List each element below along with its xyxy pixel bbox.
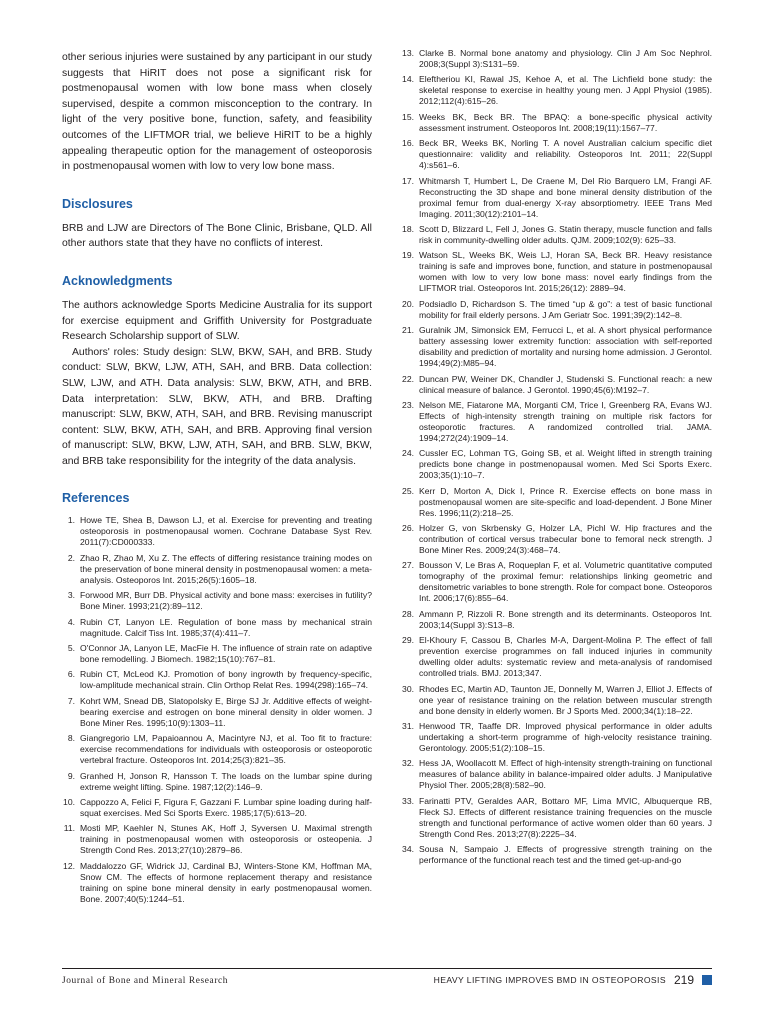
reference-item [62,643,372,665]
reference-item [396,721,712,754]
reference-item [396,609,712,631]
reference-text: Mosti MP, Kaehler N, Stunes AK, Hoff J, Syversen U. Maximal strength training in postmenopausal women with osteoporosis or osteopenia. J Strength Cond Res. 2013;27(10):2879–86. [80,823,372,856]
left-column [62,50,372,909]
reference-number: 26. [402,523,414,534]
reference-number: 1. [67,515,75,526]
reference-item [396,635,712,679]
reference-number: 18. [402,223,414,234]
reference-number: 10. [63,796,75,807]
reference-number: 4. [67,616,75,627]
reference-text: Hess JA, Woollacott M. Effect of high-intensity strength-training on functional measures of balance ability in balance-impaired older adults. J Manipulative Physiol Ther. 2005;28(8):582–90. [419,758,712,791]
reference-text: Forwood MR, Burr DB. Physical activity and bone mass: exercises in futility? Bone Miner. 1993;21(2):89–112. [80,590,372,612]
reference-item [62,823,372,856]
reference-number: 17. [402,175,414,186]
reference-item [396,48,712,70]
reference-text: Giangregorio LM, Papaioannou A, Macintyre NJ, et al. Too fit to fracture: exercise recommendations for individuals with osteoporosis or osteoporotic vertebral fracture. Osteoporos Int. 2014;25(3):821–35. [80,733,372,766]
reference-number: 2. [67,552,75,563]
reference-text: Guralnik JM, Simonsick EM, Ferrucci L, et al. A short physical performance battery assessing lower extremity function: association with self-reported disability and prediction of mortality and nursing home admission. J Gerontol. 1994;49(2):M85–94. [419,325,712,369]
reference-text: Watson SL, Weeks BK, Weis LJ, Horan SA, Beck BR. Heavy resistance training is safe and improves bone, function, and stature in postmenopausal women with low to very low bone mass: novel early findings from the LIFTMOR trial. Osteoporos Int. 2015;26(12): 2889–94. [419,250,712,294]
intro-paragraph: other serious injuries were sustained by any participant in our study suggests that HiRIT does not pose a significant risk for postmenopausal women with low bone mass when closely supervised, despite a common misconception to the contrary. In light of the very positive bone, function, safety, and feasibility outcomes of the LIFTMOR trial, we believe HiRIT to be a highly appealing therapeutic option for the management of osteoporosis in postmenopausal women with low to very low bone mass. [62,52,372,173]
reference-text: Howe TE, Shea B, Dawson LJ, et al. Exercise for preventing and treating osteoporosis in postmenopausal women. Cochrane Database Syst Rev. 2011(7):CD000333. [80,515,372,548]
reference-text: Cussler EC, Lohman TG, Going SB, et al. Weight lifted in strength training predicts bone change in postmenopausal women. Med Sci Sports Exerc. 2003;35(1):10–7. [419,448,712,481]
reference-number: 14. [402,74,414,85]
reference-text: Cappozzo A, Felici F, Figura F, Gazzani F. Lumbar spine loading during half-squat exercises. Med Sci Sports Exerc. 1985;17(5):613–20. [80,796,372,818]
reference-number: 27. [402,560,414,571]
reference-number: 7. [67,695,75,706]
reference-text: Maddalozzo GF, Widrick JJ, Cardinal BJ, Winters-Stone KM, Hoffman MA, Snow CM. The effects of hormone replacement therapy and resistance training on spine bone mineral density in early postmenopausal women. Bone. 2007;40(5):1244–51. [80,860,372,904]
reference-number: 33. [402,795,414,806]
reference-text: Kohrt WM, Snead DB, Slatopolsky E, Birge SJ Jr. Additive effects of weight-bearing exercise and estrogen on bone mineral density in older women. J Bone Miner Res. 1995;10(9):1303–11. [80,695,372,728]
references-heading: References [62,491,130,506]
reference-text: Beck BR, Weeks BK, Norling T. A novel Australian calcium specific diet questionnaire: validity and reliability. Osteoporos Int. 2011; 22(Suppl 4):s561–6. [419,138,712,171]
right-column [396,48,712,871]
reference-item [396,523,712,556]
reference-number: 12. [63,860,75,871]
reference-text: Granhed H, Jonson R, Hansson T. The loads on the lumbar spine during extreme weight lifting. Spine. 1987;12(2):146–9. [80,770,372,792]
reference-number: 13. [402,48,414,58]
acknowledgments-text: The authors acknowledge Sports Medicine Australia for its support for exercise equipment and Griffith University for Postgraduate Research Scholarship support of SLW. [62,299,372,343]
reference-item [396,74,712,107]
reference-text: Rubin CT, Lanyon LE. Regulation of bone mass by mechanical strain magnitude. Calcif Tiss Int. 1985;37(4):411–7. [80,616,372,638]
reference-item [396,758,712,791]
reference-list-right [396,48,712,866]
reference-number: 20. [402,298,414,309]
reference-text: Nelson ME, Fiatarone MA, Morganti CM, Trice I, Greenberg RA, Evans WJ. Effects of high-intensity strength training on multiple risk factors for osteoporotic fractures. A randomized controlled trial. JAMA. 1994;272(24):1909–14. [419,399,712,443]
reference-number: 15. [402,111,414,122]
reference-text: Zhao R, Zhao M, Xu Z. The effects of differing resistance training modes on the preservation of bone mineral density in postmenopausal women: a meta-analysis. Osteoporos Int. 2015;26(5):1605–18. [80,552,372,585]
reference-item [62,696,372,729]
journal-name: Journal of Bone and Mineral Research [62,976,229,986]
reference-number: 19. [402,250,414,261]
page-number: 219 [673,973,694,987]
reference-item [396,560,712,604]
reference-number: 5. [67,643,75,654]
reference-item [396,325,712,369]
reference-text: Whitmarsh T, Humbert L, De Craene M, Del Rio Barquero LM, Frangi AF. Reconstructing the 3D shape and bone mineral density distribution of the proximal femur from dual-energy X-ray absorptiometry. IEEE Trans Med Imaging. 2011;30(12):2101–14. [419,175,712,219]
reference-number: 29. [402,635,414,646]
reference-number: 32. [402,758,414,769]
reference-item [396,176,712,220]
reference-number: 6. [67,669,75,680]
acknowledgments-heading: Acknowledgments [62,273,173,288]
disclosures-heading: Disclosures [62,196,133,211]
reference-number: 31. [402,721,414,732]
journal-square-icon [702,975,712,985]
reference-item [396,400,712,444]
reference-text: Scott D, Blizzard L, Fell J, Jones G. Statin therapy, muscle function and falls risk in community-dwelling older adults. QJM. 2009;102(9): 625–33. [419,223,712,245]
reference-number: 22. [402,373,414,384]
footer-rule [62,968,712,969]
reference-item [62,553,372,586]
reference-item [396,796,712,840]
reference-item [62,861,372,905]
reference-number: 25. [402,485,414,496]
reference-number: 9. [67,770,75,781]
reference-text: Bousson V, Le Bras A, Roqueplan F, et al. Volumetric quantitative computed tomography of the proximal femur: relationships linking geometric and densitometric variables to bone strength. Role for compact bone. Osteoporos Int. 2006;17(6):855–64. [419,560,712,604]
reference-number: 23. [402,399,414,410]
reference-item [62,515,372,548]
reference-number: 30. [402,683,414,694]
reference-text: Eleftheriou KI, Rawal JS, Kehoe A, et al. The Lichfield bone study: the skeletal response to exercise in healthy young men. J Appl Physiol (1985). 2012;112(4):615–26. [419,74,712,107]
reference-item [396,486,712,519]
reference-text: Rubin CT, McLeod KJ. Promotion of bony ingrowth by frequency-specific, low-amplitude mechanical strain. Clin Orthop Relat Res. 1994(298):165–74. [80,669,372,691]
reference-item [396,299,712,321]
reference-number: 3. [67,590,75,601]
reference-item [396,224,712,246]
reference-item [62,617,372,639]
reference-text: Farinatti PTV, Geraldes AAR, Bottaro MF, Lima MVIC, Albuquerque RB, Fleck SJ. Effects of different resistance training frequencies on the muscle strength and functional performance of active women older than 60 years. J Strength Cond Res. 2013;27(8):2225–34. [419,795,712,839]
reference-item [62,669,372,691]
reference-number: 21. [402,325,414,336]
running-title: HEAVY LIFTING IMPROVES BMD IN OSTEOPOROSIS [433,975,666,985]
reference-text: Ammann P, Rizzoli R. Bone strength and its determinants. Osteoporos Int. 2003;14(Suppl 3):S13–8. [419,608,712,630]
reference-item [62,733,372,766]
reference-item [396,684,712,717]
reference-text: O'Connor JA, Lanyon LE, MacFie H. The influence of strain rate on adaptive bone remodelling. J Biomech. 1982;15(10):767–81. [80,643,372,665]
reference-number: 28. [402,608,414,619]
reference-number: 11. [63,823,75,834]
reference-item [396,374,712,396]
reference-text: Weeks BK, Beck BR. The BPAQ: a bone-specific physical activity assessment instrument. Osteoporos Int. 2008;19(11):1567–77. [419,111,712,133]
footer-right [434,973,712,987]
reference-item [396,138,712,171]
reference-item [396,844,712,866]
reference-item [62,797,372,819]
reference-text: Sousa N, Sampaio J. Effects of progressive strength training on the performance of the functional reach test and the timed get-up-and-go [419,844,712,866]
reference-text: El-Khoury F, Cassou B, Charles M-A, Dargent-Molina P. The effect of fall prevention exercise programmes on fall induced injuries in community dwelling older adults: systematic review and meta-analysis of randomised controlled trials. BMJ. 2013;347. [419,635,712,679]
reference-item [396,112,712,134]
reference-text: Podsiadlo D, Richardson S. The timed “up & go”: a test of basic functional mobility for frail elderly persons. J Am Geriatr Soc. 1991;39(2):142–8. [419,298,712,320]
reference-list-left [62,515,372,904]
reference-text: Kerr D, Morton A, Dick I, Prince R. Exercise effects on bone mass in postmenopausal women are site-specific and load-dependent. J Bone Miner Res. 1996;11(2):218–25. [419,485,712,518]
reference-text: Clarke B. Normal bone anatomy and physiology. Clin J Am Soc Nephrol. 2008;3(Suppl 3):S131–59. [419,48,712,69]
reference-number: 16. [402,138,414,149]
reference-number: 24. [402,448,414,459]
reference-item [396,448,712,481]
reference-number: 8. [67,733,75,744]
reference-item [62,590,372,612]
reference-text: Duncan PW, Weiner DK, Chandler J, Studenski S. Functional reach: a new clinical measure of balance. J Gerontol. 1990;45(6):M192–7. [419,373,712,395]
disclosures-text: BRB and LJW are Directors of The Bone Clinic, Brisbane, QLD. All other authors state that they have no conflicts of interest. [62,222,372,250]
reference-text: Henwood TR, Taaffe DR. Improved physical performance in older adults undertaking a short-term programme of high-velocity resistance training. Gerontology. 2005;51(2):108–15. [419,721,712,754]
reference-number: 34. [402,844,414,855]
reference-item [62,771,372,793]
reference-text: Rhodes EC, Martin AD, Taunton JE, Donnelly M, Warren J, Elliot J. Effects of one year of resistance training on the relation between muscular strength and bone density in elderly women. Br J Sports Med. 2000;34(1):18–22. [419,683,712,716]
reference-text: Holzer G, von Skrbensky G, Holzer LA, Pichl W. Hip fractures and the contribution of cortical versus trabecular bone to femoral neck strength. J Bone Miner Res. 2009;24(3):468–74. [419,523,712,556]
reference-item [396,250,712,294]
authors-roles-text: Authors' roles: Study design: SLW, BKW, SAH, and BRB. Study conduct: SLW, BKW, LJW, ATH, SAH, and BRB. Data collection: SLW, LJW, and ATH. Data analysis: SLW, BKW, ATH, and BRB. Data interpretation: SLW, BKW, ATH, and BRB. Drafting manuscript: SLW, BKW, ATH, SAH, and BRB. Revising manuscript content: SLW, BKW, ATH, SAH, and BRB. Approving final version of manuscript: SLW, BKW, LJW, ATH, SAH, and BRB. SLW, BKW, and BRB take responsibility for the integrity of the data analysis. [62,346,372,467]
